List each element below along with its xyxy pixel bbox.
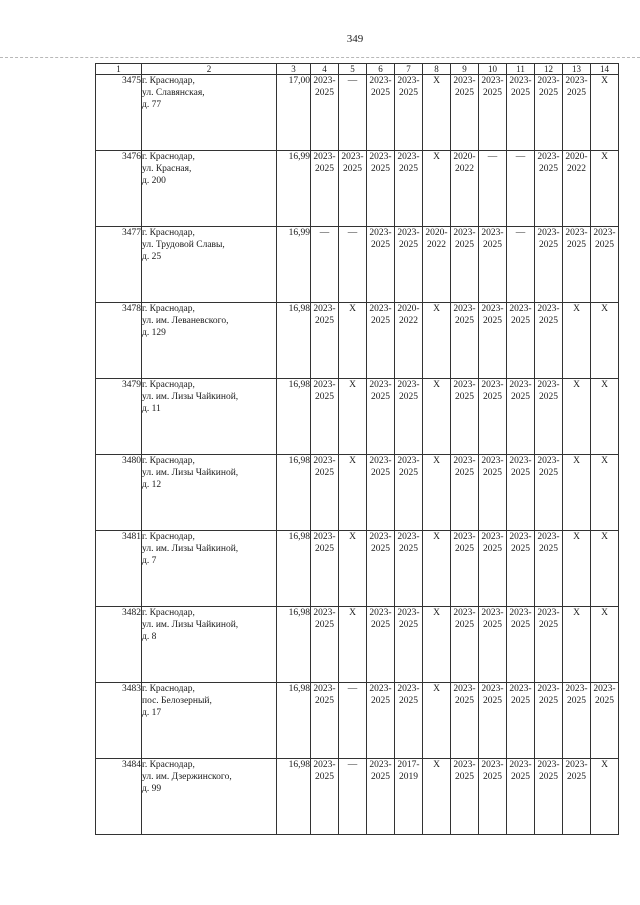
year-range-cell: 2023- 2025 xyxy=(367,303,395,379)
table-row xyxy=(96,683,619,759)
value-cell: 16,98 xyxy=(277,759,311,835)
year-range-cell: 2023- 2025 xyxy=(479,455,507,531)
table-row xyxy=(96,379,619,455)
value-cell: 16,98 xyxy=(277,455,311,531)
cross-mark-cell: Х xyxy=(591,607,619,683)
address-cell xyxy=(142,607,277,683)
value-cell: 16,98 xyxy=(277,303,311,379)
year-range-cell: 2023- 2025 xyxy=(367,759,395,835)
year-range-cell: 2023- 2025 xyxy=(367,607,395,683)
table-row xyxy=(96,151,619,227)
cross-mark-cell: Х xyxy=(339,531,367,607)
year-range-cell: 2023- 2025 xyxy=(451,379,479,455)
address-line: д. 99 xyxy=(142,784,162,794)
year-range-cell: 2023- 2025 xyxy=(535,759,563,835)
cross-mark-cell: Х xyxy=(563,455,591,531)
row-number: 3481 xyxy=(96,531,142,607)
year-range-cell: 2023- 2025 xyxy=(507,75,535,151)
year-range-cell: 2023- 2025 xyxy=(591,227,619,303)
year-range-cell: 2023- 2025 xyxy=(507,303,535,379)
year-range-cell: 2023- 2025 xyxy=(563,227,591,303)
table-row xyxy=(96,75,619,151)
address-cell xyxy=(142,379,277,455)
year-range-cell: 2023- 2025 xyxy=(479,759,507,835)
dash-cell: — xyxy=(339,683,367,759)
address-line: г. Краснодар, xyxy=(142,684,195,694)
year-range-cell: 2023- 2025 xyxy=(395,683,423,759)
year-range-cell: 2023- 2025 xyxy=(535,683,563,759)
year-range-cell: 2023- 2025 xyxy=(395,379,423,455)
column-number-11: 11 xyxy=(507,64,535,75)
year-range-cell: 2023- 2025 xyxy=(535,303,563,379)
column-number-6: 6 xyxy=(367,64,395,75)
address-line: д. 11 xyxy=(142,404,161,414)
year-range-cell: 2023- 2025 xyxy=(451,607,479,683)
address-line: д. 17 xyxy=(142,708,162,718)
page-number: 349 xyxy=(346,33,364,45)
cross-mark-cell: Х xyxy=(423,455,451,531)
year-range-cell: 2023- 2025 xyxy=(535,455,563,531)
cross-mark-cell: Х xyxy=(423,683,451,759)
address-line: г. Краснодар, xyxy=(142,152,195,162)
address-line: д. 200 xyxy=(142,176,166,186)
cross-mark-cell: Х xyxy=(591,151,619,227)
column-number-9: 9 xyxy=(451,64,479,75)
year-range-cell: 2020- 2022 xyxy=(563,151,591,227)
cross-mark-cell: Х xyxy=(563,303,591,379)
table-body xyxy=(96,64,619,835)
year-range-cell: 2023- 2025 xyxy=(395,531,423,607)
value-cell: 16,98 xyxy=(277,683,311,759)
year-range-cell: 2023- 2025 xyxy=(479,379,507,455)
year-range-cell: 2023- 2025 xyxy=(311,607,339,683)
dash-cell: — xyxy=(339,75,367,151)
year-range-cell: 2023- 2025 xyxy=(479,531,507,607)
year-range-cell: 2023- 2025 xyxy=(311,683,339,759)
row-number: 3480 xyxy=(96,455,142,531)
table-row xyxy=(96,227,619,303)
cross-mark-cell: Х xyxy=(423,75,451,151)
year-range-cell: 2023- 2025 xyxy=(395,75,423,151)
year-range-cell: 2023- 2025 xyxy=(479,683,507,759)
cross-mark-cell: Х xyxy=(591,455,619,531)
year-range-cell: 2023- 2025 xyxy=(311,151,339,227)
column-number-13: 13 xyxy=(563,64,591,75)
address-line: г. Краснодар, xyxy=(142,456,195,466)
address-line: ул. Красная, xyxy=(142,164,192,174)
table-row xyxy=(96,531,619,607)
dash-cell: — xyxy=(507,151,535,227)
cross-mark-cell: Х xyxy=(591,759,619,835)
year-range-cell: 2023- 2025 xyxy=(367,379,395,455)
year-range-cell: 2023- 2025 xyxy=(451,455,479,531)
year-range-cell: 2023- 2025 xyxy=(535,227,563,303)
year-range-cell: 2023- 2025 xyxy=(367,683,395,759)
dash-cell: — xyxy=(507,227,535,303)
year-range-cell: 2023- 2025 xyxy=(311,75,339,151)
year-range-cell: 2020- 2022 xyxy=(395,303,423,379)
address-line: ул. им. Дзержинского, xyxy=(142,772,232,782)
column-number-1: 1 xyxy=(96,64,142,75)
year-range-cell: 2023- 2025 xyxy=(507,455,535,531)
year-range-cell: 2023- 2025 xyxy=(451,759,479,835)
address-cell xyxy=(142,151,277,227)
address-cell xyxy=(142,759,277,835)
row-number: 3476 xyxy=(96,151,142,227)
address-line: ул. им. Лизы Чайкиной, xyxy=(142,544,239,554)
year-range-cell: 2023- 2025 xyxy=(479,303,507,379)
address-line: ул. им. Лизы Чайкиной, xyxy=(142,468,239,478)
dash-cell: — xyxy=(479,151,507,227)
column-number-3: 3 xyxy=(277,64,311,75)
year-range-cell: 2023- 2025 xyxy=(451,683,479,759)
cross-mark-cell: Х xyxy=(339,455,367,531)
year-range-cell: 2023- 2025 xyxy=(591,683,619,759)
address-line: ул. им. Леваневского, xyxy=(142,316,229,326)
year-range-cell: 2023- 2025 xyxy=(507,607,535,683)
year-range-cell: 2023- 2025 xyxy=(451,531,479,607)
year-range-cell: 2023- 2025 xyxy=(507,531,535,607)
column-number-7: 7 xyxy=(395,64,423,75)
year-range-cell: 2023- 2025 xyxy=(311,303,339,379)
value-cell: 16,98 xyxy=(277,531,311,607)
column-number-row xyxy=(96,64,619,75)
address-cell xyxy=(142,455,277,531)
data-table xyxy=(95,63,619,835)
year-range-cell: 2023- 2025 xyxy=(479,227,507,303)
address-line: д. 7 xyxy=(142,556,157,566)
year-range-cell: 2023- 2025 xyxy=(311,759,339,835)
dash-cell: — xyxy=(311,227,339,303)
year-range-cell: 2023- 2025 xyxy=(535,531,563,607)
value-cell: 16,99 xyxy=(277,151,311,227)
cross-mark-cell: Х xyxy=(563,607,591,683)
year-range-cell: 2023- 2025 xyxy=(535,607,563,683)
year-range-cell: 2023- 2025 xyxy=(563,683,591,759)
row-number: 3478 xyxy=(96,303,142,379)
cross-mark-cell: Х xyxy=(591,531,619,607)
address-cell xyxy=(142,227,277,303)
cross-mark-cell: Х xyxy=(339,303,367,379)
dash-cell: — xyxy=(339,227,367,303)
cross-mark-cell: Х xyxy=(591,379,619,455)
year-range-cell: 2023- 2025 xyxy=(367,151,395,227)
table-row xyxy=(96,303,619,379)
address-line: г. Краснодар, xyxy=(142,228,195,238)
column-number-2: 2 xyxy=(142,64,277,75)
table-row xyxy=(96,759,619,835)
value-cell: 16,99 xyxy=(277,227,311,303)
year-range-cell: 2023- 2025 xyxy=(479,607,507,683)
cross-mark-cell: Х xyxy=(423,151,451,227)
year-range-cell: 2020- 2022 xyxy=(451,151,479,227)
value-cell: 16,98 xyxy=(277,379,311,455)
row-number: 3475 xyxy=(96,75,142,151)
address-line: ул. им. Лизы Чайкиной, xyxy=(142,620,239,630)
row-number: 3482 xyxy=(96,607,142,683)
row-number: 3483 xyxy=(96,683,142,759)
cross-mark-cell: Х xyxy=(591,75,619,151)
address-cell xyxy=(142,303,277,379)
page-divider xyxy=(0,57,640,58)
value-cell: 17,00 xyxy=(277,75,311,151)
year-range-cell: 2023- 2025 xyxy=(395,227,423,303)
address-line: д. 129 xyxy=(142,328,166,338)
address-line: ул. им. Лизы Чайкиной, xyxy=(142,392,239,402)
cross-mark-cell: Х xyxy=(423,607,451,683)
table-row xyxy=(96,455,619,531)
cross-mark-cell: Х xyxy=(563,379,591,455)
address-line: г. Краснодар, xyxy=(142,532,195,542)
address-line: пос. Белозерный, xyxy=(142,696,212,706)
cross-mark-cell: Х xyxy=(563,531,591,607)
cross-mark-cell: Х xyxy=(339,607,367,683)
address-line: д. 12 xyxy=(142,480,162,490)
row-number: 3479 xyxy=(96,379,142,455)
column-number-8: 8 xyxy=(423,64,451,75)
cross-mark-cell: Х xyxy=(339,379,367,455)
year-range-cell: 2023- 2025 xyxy=(395,151,423,227)
row-number: 3477 xyxy=(96,227,142,303)
year-range-cell: 2023- 2025 xyxy=(451,303,479,379)
column-number-14: 14 xyxy=(591,64,619,75)
year-range-cell: 2023- 2025 xyxy=(563,759,591,835)
table-row xyxy=(96,607,619,683)
year-range-cell: 2023- 2025 xyxy=(507,683,535,759)
year-range-cell: 2023- 2025 xyxy=(563,75,591,151)
year-range-cell: 2023- 2025 xyxy=(339,151,367,227)
address-cell xyxy=(142,75,277,151)
year-range-cell: 2023- 2025 xyxy=(367,75,395,151)
year-range-cell: 2023- 2025 xyxy=(479,75,507,151)
address-line: д. 77 xyxy=(142,100,162,110)
address-line: ул. Трудовой Славы, xyxy=(142,240,225,250)
year-range-cell: 2023- 2025 xyxy=(507,379,535,455)
year-range-cell: 2023- 2025 xyxy=(311,379,339,455)
cross-mark-cell: Х xyxy=(423,759,451,835)
year-range-cell: 2023- 2025 xyxy=(367,455,395,531)
column-number-5: 5 xyxy=(339,64,367,75)
year-range-cell: 2023- 2025 xyxy=(535,151,563,227)
address-line: ул. Славянская, xyxy=(142,88,205,98)
cross-mark-cell: Х xyxy=(423,531,451,607)
address-line: г. Краснодар, xyxy=(142,304,195,314)
column-number-4: 4 xyxy=(311,64,339,75)
year-range-cell: 2023- 2025 xyxy=(367,531,395,607)
address-line: г. Краснодар, xyxy=(142,760,195,770)
row-number: 3484 xyxy=(96,759,142,835)
cross-mark-cell: Х xyxy=(423,379,451,455)
address-line: д. 8 xyxy=(142,632,157,642)
year-range-cell: 2023- 2025 xyxy=(395,455,423,531)
address-cell xyxy=(142,683,277,759)
cross-mark-cell: Х xyxy=(423,303,451,379)
dash-cell: — xyxy=(339,759,367,835)
year-range-cell: 2023- 2025 xyxy=(535,379,563,455)
value-cell: 16,98 xyxy=(277,607,311,683)
year-range-cell: 2023- 2025 xyxy=(395,607,423,683)
year-range-cell: 2017- 2019 xyxy=(395,759,423,835)
year-range-cell: 2023- 2025 xyxy=(311,455,339,531)
year-range-cell: 2020- 2022 xyxy=(423,227,451,303)
year-range-cell: 2023- 2025 xyxy=(311,531,339,607)
address-line: д. 25 xyxy=(142,252,162,262)
address-line: г. Краснодар, xyxy=(142,608,195,618)
column-number-12: 12 xyxy=(535,64,563,75)
address-line: г. Краснодар, xyxy=(142,76,195,86)
year-range-cell: 2023- 2025 xyxy=(535,75,563,151)
year-range-cell: 2023- 2025 xyxy=(451,227,479,303)
address-line: г. Краснодар, xyxy=(142,380,195,390)
year-range-cell: 2023- 2025 xyxy=(367,227,395,303)
year-range-cell: 2023- 2025 xyxy=(451,75,479,151)
address-cell xyxy=(142,531,277,607)
year-range-cell: 2023- 2025 xyxy=(507,759,535,835)
cross-mark-cell: Х xyxy=(591,303,619,379)
column-number-10: 10 xyxy=(479,64,507,75)
